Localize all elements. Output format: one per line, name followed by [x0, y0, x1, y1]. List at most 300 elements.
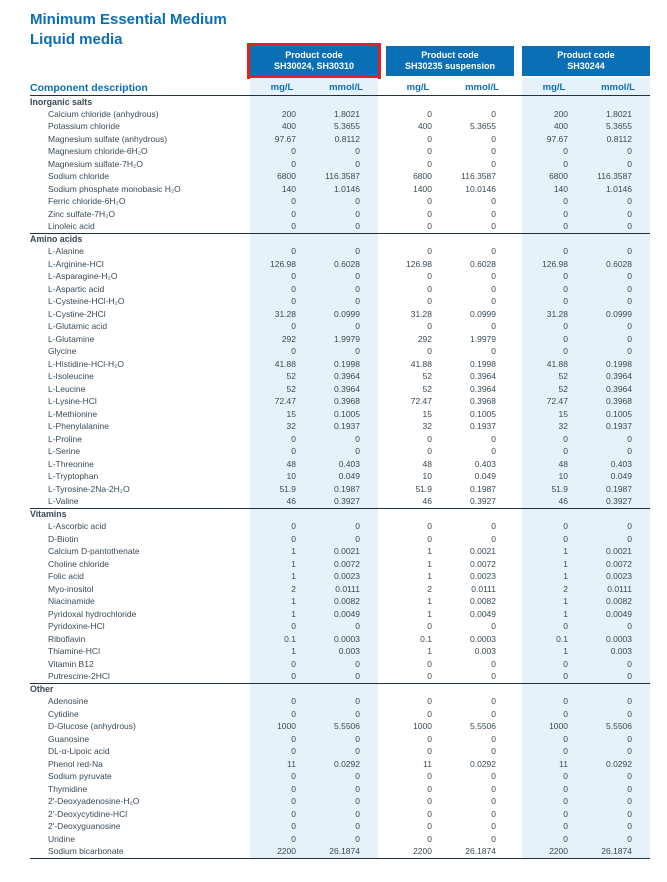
value-cell-mmol: 0: [627, 621, 632, 632]
value-cell-mmol: 26.1874: [465, 846, 496, 857]
column-group: [522, 770, 650, 783]
column-group: [386, 595, 514, 608]
column-group: [386, 583, 514, 596]
column-group: [386, 234, 514, 246]
column-group: [522, 720, 650, 733]
value-cell-mg: 0: [563, 708, 568, 719]
column-group: [250, 220, 378, 233]
value-cell-mg: 32: [558, 421, 568, 432]
column-group: [386, 96, 514, 108]
table-row: [30, 670, 650, 683]
value-cell-mg: 0: [563, 746, 568, 757]
value-cell-mg: 0: [427, 521, 432, 532]
value-cell-mg: 51.9: [279, 483, 296, 494]
value-cell-mg: 72.47: [274, 396, 296, 407]
column-group: [522, 509, 650, 521]
column-group: [386, 645, 514, 658]
value-cell-mg: 0: [427, 746, 432, 757]
value-cell-mg: 2200: [549, 846, 568, 857]
value-cell-mmol: 0: [627, 446, 632, 457]
column-group: [386, 370, 514, 383]
column-group: [250, 295, 378, 308]
column-group: [386, 358, 514, 371]
column-group: [250, 383, 378, 396]
value-cell-mg: 0: [427, 833, 432, 844]
table-row: [30, 220, 650, 233]
component-name: L-Arginine-HCl: [48, 258, 104, 269]
table-row: [30, 195, 650, 208]
column-group: [522, 370, 650, 383]
column-group: [522, 695, 650, 708]
value-cell-mmol: 0: [627, 771, 632, 782]
value-cell-mmol: 0.0111: [335, 583, 360, 594]
value-cell-mg: 1: [291, 546, 296, 557]
table-row: [30, 120, 650, 133]
column-group: [250, 583, 378, 596]
component-name: L-Glutamine: [48, 333, 95, 344]
value-cell-mg: 200: [553, 108, 568, 119]
column-group: [250, 208, 378, 221]
component-name: Magnesium chloride-6H₂O: [48, 146, 148, 156]
column-group: [522, 808, 650, 821]
section-header-row: [30, 233, 650, 246]
value-cell-mmol: 0.1005: [606, 408, 632, 419]
component-name: L-Phenylalanine: [48, 421, 109, 431]
value-cell-mmol: 0.3927: [334, 496, 360, 507]
table-row: [30, 770, 650, 783]
table-row: [30, 620, 650, 633]
component-name: L-Methionine: [48, 408, 98, 419]
value-cell-mg: 0: [563, 771, 568, 782]
value-cell-mg: 0: [427, 771, 432, 782]
value-cell-mg: 32: [422, 421, 432, 432]
table-row: [30, 270, 650, 283]
table-row: [30, 645, 650, 658]
value-cell-mmol: 0.0049: [606, 608, 632, 619]
value-cell-mg: 400: [553, 121, 568, 132]
table-row: [30, 470, 650, 483]
product-code-label: Product code: [421, 50, 479, 60]
value-cell-mg: 0: [427, 271, 432, 282]
value-cell-mmol: 0.3964: [470, 383, 496, 394]
value-cell-mmol: 0.0003: [470, 633, 496, 644]
column-group: [250, 234, 378, 246]
value-cell-mmol: 0.003: [338, 646, 360, 657]
column-group: [522, 220, 650, 233]
table-row: [30, 595, 650, 608]
column-group: [386, 608, 514, 621]
value-cell-mg: 10: [558, 471, 568, 482]
value-cell-mmol: 0: [627, 708, 632, 719]
column-group: [522, 283, 650, 296]
table-row: [30, 608, 650, 621]
value-cell-mmol: 0.0023: [606, 571, 632, 582]
value-cell-mg: 1: [563, 571, 568, 582]
component-name: L-Valine: [48, 496, 79, 506]
value-cell-mmol: 0: [627, 196, 632, 207]
value-cell-mmol: 0: [491, 671, 496, 682]
value-cell-mmol: 0: [491, 221, 496, 232]
value-cell-mg: 0: [427, 321, 432, 332]
table-row: [30, 283, 650, 296]
value-cell-mg: 0: [427, 346, 432, 357]
value-cell-mg: 32: [286, 421, 296, 432]
value-cell-mmol: 0: [355, 271, 360, 282]
column-group: [386, 845, 514, 858]
value-cell-mmol: 0.0023: [334, 571, 360, 582]
table-row: [30, 333, 650, 346]
column-group: [250, 170, 378, 183]
value-cell-mmol: 116.3587: [461, 171, 496, 182]
value-cell-mg: 0: [427, 158, 432, 169]
section-header-row: [30, 95, 650, 108]
column-group: [522, 458, 650, 471]
column-group: [522, 270, 650, 283]
column-group: [386, 208, 514, 221]
column-group: [250, 833, 378, 846]
value-cell-mg: 0: [291, 283, 296, 294]
value-cell-mmol: 0.0292: [334, 758, 360, 769]
column-group: [250, 145, 378, 158]
value-cell-mg: 52: [558, 383, 568, 394]
column-group: [522, 96, 650, 108]
column-group: [250, 520, 378, 533]
column-group: [522, 758, 650, 771]
value-cell-mmol: 0: [355, 346, 360, 357]
column-group: [522, 383, 650, 396]
column-group: [522, 633, 650, 646]
table-row: [30, 795, 650, 808]
column-group: [250, 595, 378, 608]
value-cell-mmol: 0: [491, 621, 496, 632]
component-name: Zinc sulfate-7H₂O: [48, 208, 116, 219]
column-group: [250, 183, 378, 196]
value-cell-mmol: 0.3927: [470, 496, 496, 507]
column-group: [522, 320, 650, 333]
value-cell-mg: 2200: [413, 846, 432, 857]
product-code-box-sh30244: [522, 46, 650, 76]
column-group: [522, 234, 650, 246]
component-name: 2'-Deoxycytidine-HCl: [48, 808, 128, 819]
column-group: [522, 733, 650, 746]
component-name: Adenosine: [48, 696, 89, 706]
unit-mmol-label: mmol/L: [601, 82, 635, 93]
value-cell-mmol: 0.0003: [606, 633, 632, 644]
column-group: [250, 120, 378, 133]
column-group: [386, 195, 514, 208]
value-cell-mmol: 0: [491, 346, 496, 357]
value-cell-mg: 1: [563, 546, 568, 557]
table-row: [30, 258, 650, 271]
value-cell-mg: 0: [427, 208, 432, 219]
component-name: Sodium bicarbonate: [48, 846, 124, 856]
column-group: [250, 370, 378, 383]
component-name: Putrescine-2HCl: [48, 671, 110, 681]
value-cell-mmol: 1.9979: [470, 333, 496, 344]
value-cell-mmol: 0: [491, 158, 496, 169]
product-code-box-sh30024[interactable]: [250, 46, 378, 76]
value-cell-mg: 0: [563, 433, 568, 444]
column-group: [250, 320, 378, 333]
column-group: [250, 495, 378, 508]
component-name: Guanosine: [48, 733, 90, 744]
value-cell-mmol: 1.9979: [334, 333, 360, 344]
value-cell-mmol: 0.003: [610, 646, 632, 657]
product-code-header-row: [250, 46, 650, 76]
column-group: [522, 245, 650, 258]
value-cell-mmol: 0: [627, 821, 632, 832]
table-row: [30, 183, 650, 196]
value-cell-mmol: 0: [627, 346, 632, 357]
value-cell-mmol: 0: [355, 283, 360, 294]
value-cell-mg: 0: [427, 658, 432, 669]
component-name: Sodium pyruvate: [48, 771, 112, 781]
value-cell-mmol: 0.3964: [334, 371, 360, 382]
table-row: [30, 558, 650, 571]
value-cell-mmol: 0.1987: [470, 483, 496, 494]
table-row: [30, 458, 650, 471]
value-cell-mmol: 0: [355, 733, 360, 744]
value-cell-mmol: 0: [627, 433, 632, 444]
value-cell-mmol: 0.0111: [471, 583, 496, 594]
component-name: Cytidine: [48, 708, 79, 719]
value-cell-mg: 1: [427, 608, 432, 619]
column-group: [250, 733, 378, 746]
table-row: [30, 320, 650, 333]
value-cell-mmol: 0: [491, 433, 496, 444]
value-cell-mmol: 0: [627, 146, 632, 157]
column-group: [522, 658, 650, 671]
value-cell-mg: 0: [563, 296, 568, 307]
column-group: [386, 633, 514, 646]
value-cell-mmol: 0.3964: [606, 383, 632, 394]
value-cell-mg: 0: [427, 796, 432, 807]
value-cell-mmol: 0.0999: [470, 308, 496, 319]
column-group: [522, 408, 650, 421]
table-row: [30, 808, 650, 821]
value-cell-mg: 0: [291, 146, 296, 157]
column-group: [386, 520, 514, 533]
value-cell-mmol: 0: [355, 796, 360, 807]
column-group: [250, 445, 378, 458]
table-row: [30, 408, 650, 421]
component-name: Calcium D-pantothenate: [48, 546, 140, 556]
table-row: [30, 395, 650, 408]
value-cell-mmol: 5.5506: [470, 721, 496, 732]
column-group: [522, 295, 650, 308]
value-cell-mmol: 0: [627, 671, 632, 682]
value-cell-mg: 0: [427, 108, 432, 119]
value-cell-mmol: 0: [355, 296, 360, 307]
column-group: [522, 833, 650, 846]
value-cell-mmol: 0: [491, 208, 496, 219]
component-name: D-Glucose (anhydrous): [48, 721, 136, 731]
component-name: L-Asparagine-H₂O: [48, 271, 118, 281]
column-group: [386, 670, 514, 683]
value-cell-mg: 97.67: [274, 133, 296, 144]
value-cell-mmol: 0: [355, 321, 360, 332]
column-group: [522, 445, 650, 458]
column-group: [522, 108, 650, 121]
value-cell-mmol: 0: [627, 658, 632, 669]
value-cell-mmol: 5.3655: [334, 121, 360, 132]
value-cell-mmol: 0: [491, 658, 496, 669]
value-cell-mmol: 0: [491, 446, 496, 457]
column-group: [522, 433, 650, 446]
value-cell-mmol: 0.0023: [470, 571, 496, 582]
units-group-2: [386, 78, 514, 95]
column-group: [250, 108, 378, 121]
value-cell-mg: 0: [291, 533, 296, 544]
column-group: [522, 545, 650, 558]
column-group: [386, 808, 514, 821]
value-cell-mmol: 1.0146: [334, 183, 360, 194]
column-group: [386, 720, 514, 733]
value-cell-mmol: 0: [355, 521, 360, 532]
value-cell-mg: 0: [427, 283, 432, 294]
value-cell-mmol: 0: [627, 833, 632, 844]
value-cell-mg: 52: [422, 383, 432, 394]
value-cell-mg: 11: [559, 758, 568, 769]
table-row: [30, 720, 650, 733]
column-group: [250, 509, 378, 521]
table-row: [30, 695, 650, 708]
value-cell-mg: 0: [563, 146, 568, 157]
column-group: [522, 208, 650, 221]
value-cell-mmol: 0.0072: [606, 558, 632, 569]
component-name: L-Aspartic acid: [48, 283, 105, 294]
value-cell-mg: 0: [427, 621, 432, 632]
component-name: Niacinamide: [48, 596, 95, 606]
table-row: [30, 495, 650, 508]
column-group: [522, 608, 650, 621]
value-cell-mmol: 0: [491, 696, 496, 707]
value-cell-mmol: 0.3964: [470, 371, 496, 382]
value-cell-mmol: 0.1987: [606, 483, 632, 494]
column-group: [522, 708, 650, 721]
value-cell-mg: 0: [291, 158, 296, 169]
table-row: [30, 545, 650, 558]
column-group: [250, 570, 378, 583]
value-cell-mmol: 0: [491, 808, 496, 819]
value-cell-mmol: 0.1987: [334, 483, 360, 494]
column-group: [386, 495, 514, 508]
value-cell-mg: 2: [427, 583, 432, 594]
column-group: [522, 483, 650, 496]
value-cell-mg: 0: [291, 708, 296, 719]
column-group: [386, 270, 514, 283]
value-cell-mg: 31.28: [410, 308, 432, 319]
column-group: [522, 845, 650, 858]
value-cell-mg: 72.47: [546, 396, 568, 407]
value-cell-mmol: 10.0146: [465, 183, 496, 194]
column-group: [250, 620, 378, 633]
component-name: L-Ascorbic acid: [48, 521, 107, 531]
value-cell-mg: 52: [286, 383, 296, 394]
value-cell-mmol: 0.0003: [334, 633, 360, 644]
component-name: L-Proline: [48, 433, 83, 444]
value-cell-mg: 1: [291, 608, 296, 619]
column-group: [386, 458, 514, 471]
column-group: [250, 658, 378, 671]
value-cell-mmol: 0: [627, 158, 632, 169]
value-cell-mg: 0: [291, 196, 296, 207]
component-name: Glycine: [48, 346, 77, 356]
value-cell-mg: 0: [563, 346, 568, 357]
value-cell-mmol: 0: [627, 733, 632, 744]
value-cell-mmol: 116.3587: [597, 171, 632, 182]
column-group: [386, 795, 514, 808]
value-cell-mmol: 0.049: [610, 471, 632, 482]
column-group: [386, 108, 514, 121]
page-title-line1: Minimum Essential Medium: [30, 11, 227, 28]
product-code-value: SH30244: [567, 61, 605, 71]
value-cell-mmol: 26.1874: [601, 846, 632, 857]
column-group: [250, 633, 378, 646]
value-cell-mmol: 0.0049: [334, 608, 360, 619]
table-row: [30, 483, 650, 496]
value-cell-mg: 31.28: [546, 308, 568, 319]
column-group: [522, 258, 650, 271]
column-group: [386, 783, 514, 796]
value-cell-mmol: 0: [355, 196, 360, 207]
column-group: [250, 258, 378, 271]
unit-mmol-label: mmol/L: [329, 82, 363, 93]
value-cell-mg: 51.9: [415, 483, 432, 494]
value-cell-mg: 0: [291, 208, 296, 219]
value-cell-mg: 48: [286, 458, 296, 469]
column-group: [386, 395, 514, 408]
table-row: [30, 745, 650, 758]
value-cell-mmol: 0: [355, 158, 360, 169]
column-group: [250, 245, 378, 258]
column-group: [250, 308, 378, 321]
column-group: [386, 158, 514, 171]
value-cell-mg: 0: [427, 446, 432, 457]
product-code-label: Product code: [285, 50, 343, 60]
value-cell-mmol: 0: [355, 433, 360, 444]
value-cell-mg: 0: [427, 708, 432, 719]
value-cell-mg: 0: [563, 821, 568, 832]
value-cell-mmol: 0: [491, 146, 496, 157]
unit-mg-label: mg/L: [542, 82, 566, 93]
value-cell-mg: 0: [427, 733, 432, 744]
product-code-value: SH30235 suspension: [404, 61, 496, 71]
table-row: [30, 170, 650, 183]
column-group: [250, 408, 378, 421]
component-name: Pyridoxal hydrochloride: [48, 608, 137, 619]
value-cell-mg: 0: [291, 658, 296, 669]
column-group: [250, 420, 378, 433]
component-name: D-Biotin: [48, 533, 79, 544]
value-cell-mmol: 5.5506: [334, 721, 360, 732]
value-cell-mmol: 0: [491, 771, 496, 782]
column-group: [250, 96, 378, 108]
component-name: Linoleic acid: [48, 221, 95, 231]
column-group: [522, 170, 650, 183]
value-cell-mg: 1000: [277, 721, 296, 732]
component-name: Folic acid: [48, 571, 84, 581]
column-group: [250, 695, 378, 708]
column-group: [522, 820, 650, 833]
component-name: Thiamine-HCl: [48, 646, 100, 656]
value-cell-mg: 1: [427, 558, 432, 569]
column-group: [386, 533, 514, 546]
value-cell-mg: 1: [427, 571, 432, 582]
value-cell-mg: 0: [291, 771, 296, 782]
value-cell-mg: 15: [286, 408, 296, 419]
component-name: Thymidine: [48, 783, 88, 794]
